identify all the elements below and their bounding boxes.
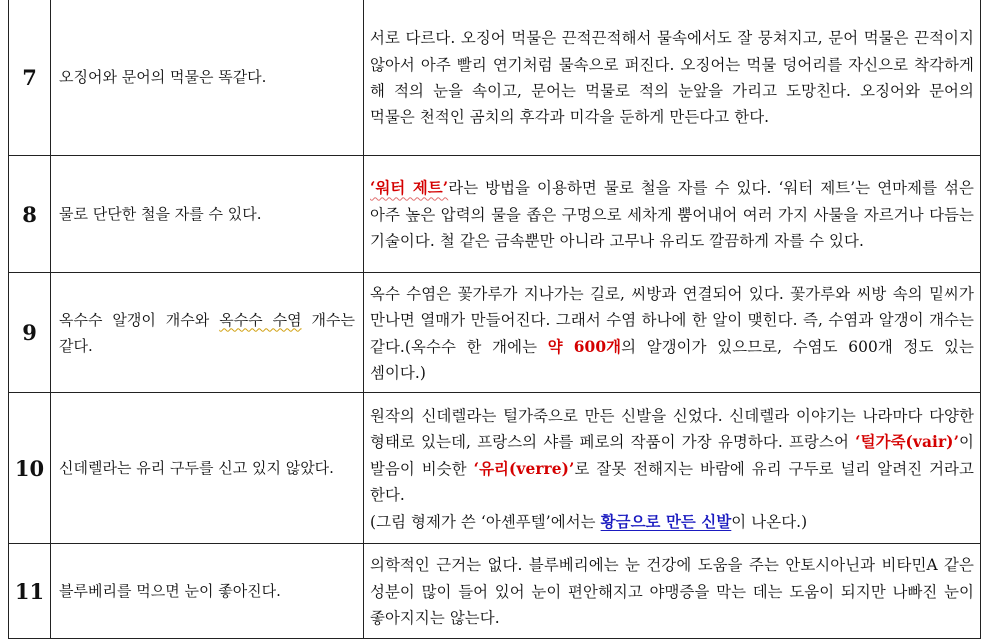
table-row bbox=[9, 0, 981, 156]
claim-cell: 블루베리를 먹으면 눈이 좋아진다. bbox=[51, 544, 364, 639]
claim-text: 옥수수 알갱이 개수와 bbox=[59, 310, 220, 329]
table-row bbox=[9, 156, 981, 273]
explanation-text: 의 알갱이가 있으므로, 수염도 600개 정도 있는 셈이다.) bbox=[370, 337, 974, 382]
explanation-text: (그림 형제가 쓴 ‘아셴푸텔’에서는 bbox=[370, 512, 601, 531]
fact-table bbox=[8, 0, 981, 639]
explanation-note bbox=[370, 509, 974, 535]
explanation-cell bbox=[364, 393, 981, 544]
row-number: 10 bbox=[9, 393, 51, 544]
row-number: 8 bbox=[9, 156, 51, 273]
explanation-cell bbox=[364, 156, 981, 273]
explanation-cell: 의학적인 근거는 없다. 블루베리에는 눈 건강에 도움을 주는 안토시아닌과 비타민A 같은 성분이 많이 들어 있어 눈이 편안해지고 야맹증을 막는 데는 도움이 되지만 나빠진 눈이 좋아지지는 않는다. bbox=[364, 544, 981, 639]
row-number: 9 bbox=[9, 273, 51, 393]
table-row bbox=[9, 393, 981, 544]
highlight-water-jet: ‘워터 제트’ bbox=[370, 179, 449, 198]
explanation-cell bbox=[364, 273, 981, 393]
explanation-cell: 서로 다르다. 오징어 먹물은 끈적끈적해서 물속에서도 잘 뭉쳐지고, 문어 먹물은 끈적이지 않아서 아주 빨리 연기처럼 물속으로 퍼진다. 오징어는 먹물 덩어리를 자신으로 착각하게 해 적의 눈을 속이고, 문어는 먹물로 적의 눈앞을 가리고 도망친다. 오징어와 문어의 먹물은 천적인 곰치의 후각과 미각을 둔하게 만든다고 한다. bbox=[364, 0, 981, 156]
highlight-verre: ‘유리(verre)’ bbox=[473, 459, 575, 478]
row-number: 11 bbox=[9, 544, 51, 639]
highlight-600: 약 600개 bbox=[547, 337, 622, 356]
explanation-text: 옥수 수염은 꽃가루가 지나가는 길로, 씨방과 연결되어 있다. 꽃가루와 씨방 속의 밑씨가 만나면 열매가 만들어진다. 그래서 수염 하나에 한 알이 맺힌다. 즉, 수염과 알갱이 개수는 같다.(옥수수 한 개에는 bbox=[370, 284, 974, 356]
claim-cell: 신데렐라는 유리 구두를 신고 있지 않았다. bbox=[51, 393, 364, 544]
row-number: 7 bbox=[9, 0, 51, 156]
explanation-text: 라는 방법을 이용하면 물로 철을 자를 수 있다. ‘워터 제트’는 연마제를 섞은 아주 높은 압력의 물을 좁은 구멍으로 세차게 뿜어내어 여러 가지 사물을 자르거나 다듬는 기술이다. 철 같은 금속뿐만 아니라 고무나 유리도 깔끔하게 자를 수 있다. bbox=[370, 179, 974, 251]
highlight-vair: ‘털가죽(vair)’ bbox=[855, 433, 960, 452]
table-row bbox=[9, 273, 981, 393]
claim-cell bbox=[51, 273, 364, 393]
explanation-text: 이 발음이 비슷한 bbox=[370, 433, 974, 478]
table-row bbox=[9, 544, 981, 639]
claim-cell: 물로 단단한 철을 자를 수 있다. bbox=[51, 156, 364, 273]
explanation-text: 로 잘못 전해지는 바람에 유리 구두로 널리 알려진 거라고 한다. bbox=[370, 459, 974, 505]
explanation-text: 이 나온다.) bbox=[731, 512, 808, 531]
claim-text-underlined: 옥수수 수염 bbox=[219, 310, 302, 329]
claim-cell: 오징어와 문어의 먹물은 똑같다. bbox=[51, 0, 364, 156]
highlight-gold-shoes: 황금으로 만든 신발 bbox=[600, 512, 732, 531]
explanation-text: 원작의 신데렐라는 털가죽으로 만든 신발을 신었다. 신데렐라 이야기는 나라마다 다양한 형태로 있는데, 프랑스의 샤를 페로의 작품이 가장 유명하다. 프랑스어 bbox=[370, 406, 974, 452]
claim-text: 개수는 같다. bbox=[59, 310, 355, 355]
